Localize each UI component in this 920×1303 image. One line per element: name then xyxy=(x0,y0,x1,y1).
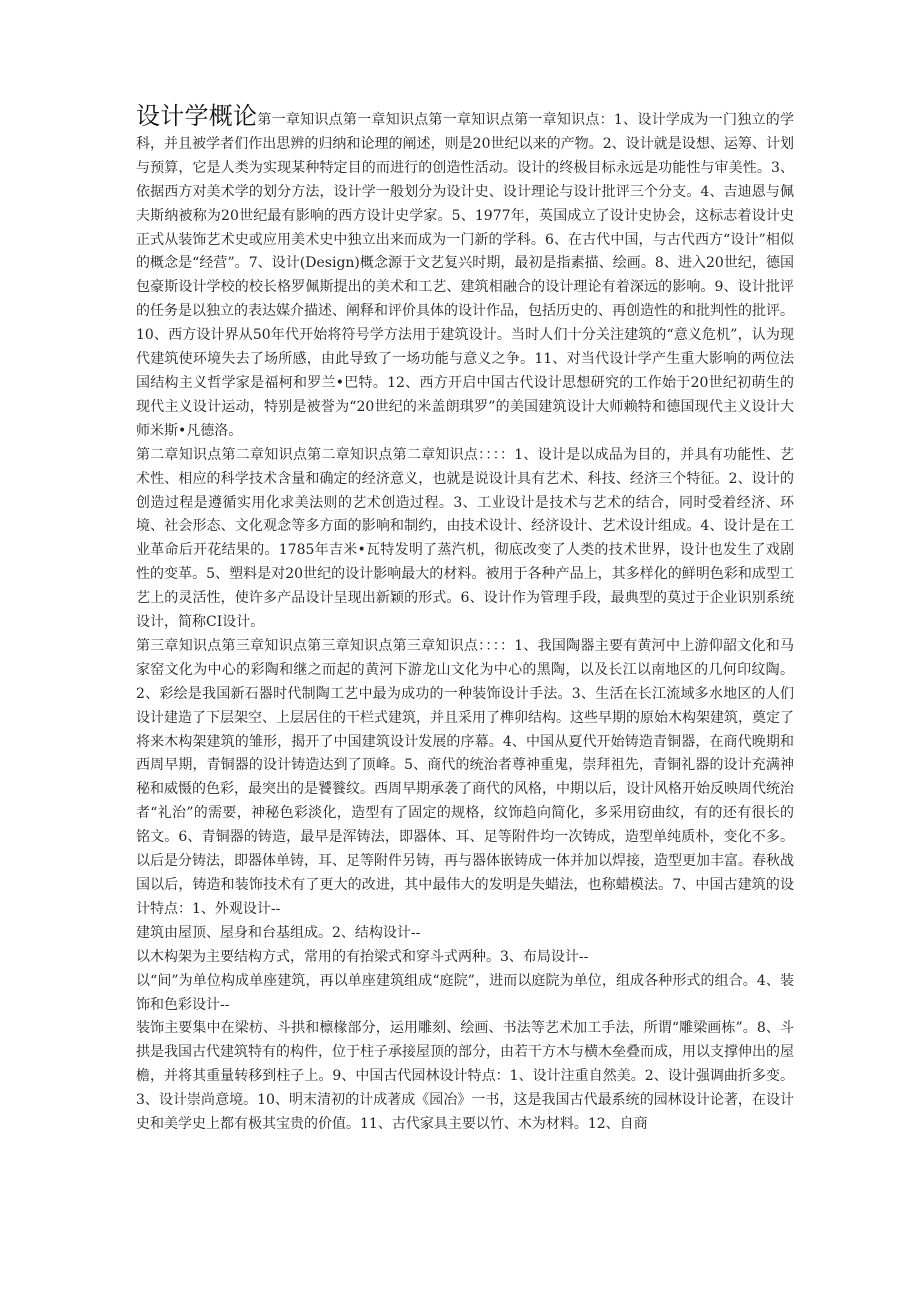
decoration-design-text: 以“间”为单位构成单座建筑，再以单座建筑组成“庭院”，进而以庭院为单位，组成各种形式的组合。4、装饰和色彩设计-- xyxy=(136,972,794,1013)
paragraph-layout-design xyxy=(136,946,794,970)
chapter-2-text: 第二章知识点第二章知识点第二章知识点第二章知识点：：：：1、设计是以成品为目的，并具有功能性、艺术性、相应的科学技术含量和确定的经济意义，也就是说设计具有艺术、科技、经济三个特征。2、设计的创造过程是遵循实用化求美法则的艺术创造过程。3、工业设计是技术与艺术的结合，同时受着经济、环境、社会形态、文化观念等多方面的影响和制约，由技术设计、经济设计、艺术设计组成。4、设计是在工业革命后开花结果的。1785年吉米•瓦特发明了蒸汽机，彻底改变了人类的技术世界，设计也发生了戏剧性的变革。5、塑料是对20世纪的设计影响最大的材料。被用于各种产品上，其多样化的鲜明色彩和成型工艺上的灵活性，使许多产品设计呈现出新颖的形式。6、设计作为管理手段，最典型的莫过于企业识别系统设计，简称CI设计。 xyxy=(136,446,794,631)
chapter-3-continued-text: 装饰主要集中在梁枋、斗拱和檩椽部分，运用雕刻、绘画、书法等艺术加工手法，所谓“雕梁画栋”。8、斗拱是我国古代建筑特有的构件，位于柱子承接屋顶的部分，由若干方木与横木垒叠而成，用以支撑伸出的屋檐，并将其重量转移到柱子上。9、中国古代园林设计特点：1、设计注重自然美。2、设计强调曲折多变。3、设计崇尚意境。10、明末清初的计成著成《园冶》一书，这是我国古代最系统的园林设计论著，在设计史和美学史上都有极其宝贵的价值。11、古代家具主要以竹、木为材料。12、自商 xyxy=(136,1020,794,1133)
layout-design-text: 以木构架为主要结构方式，常用的有抬梁式和穿斗式两种。3、布局设计-- xyxy=(136,948,589,965)
paragraph-decoration-design xyxy=(136,970,794,1018)
paragraph-chapter-3-continued xyxy=(136,1017,794,1137)
paragraph-structure-design xyxy=(136,922,794,946)
paragraph-chapter-3 xyxy=(136,635,794,922)
paragraph-chapter-2 xyxy=(136,444,794,635)
chapter-3-text: 第三章知识点第三章知识点第三章知识点第三章知识点：：：：1、我国陶器主要有黄河中上游仰韶文化和马家窑文化为中心的彩陶和继之而起的黄河下游龙山文化为中心的黑陶，以及长江以南地区的几何印纹陶。2、彩绘是我国新石器时代制陶工艺中最为成功的一种装饰设计手法。3、生活在长江流域多水地区的人们设计建造了下层架空、上层居住的干栏式建筑，并且采用了榫卯结构。这些早期的原始木构架建筑，奠定了将来木构架建筑的雏形，揭开了中国建筑设计发展的序幕。4、中国从夏代开始铸造青铜器，在商代晚期和西周早期，青铜器的设计铸造达到了顶峰。5、商代的统治者尊神重鬼，崇拜祖先，青铜礼器的设计充满神秘和威慑的色彩，最突出的是饕餮纹。西周早期承袭了商代的风格，中期以后，设计风格开始反映周代统治者“礼治”的需要，神秘色彩淡化，造型有了固定的规格，纹饰趋向简化，多采用窃曲纹，有的还有很长的铭文。6、青铜器的铸造，最早是浑铸法，即器体、耳、足等附件均一次铸成，造型单纯质朴，变化不多。以后是分铸法，即器体单铸，耳、足等附件另铸，再与器体嵌铸成一体并加以焊接，造型更加丰富。春秋战国以后，铸造和装饰技术有了更大的改进，其中最伟大的发明是失蜡法，也称蜡模法。7、中国古建筑的设计特点：1、外观设计-- xyxy=(136,637,794,917)
document-body xyxy=(136,104,794,1137)
chapter-1-text: 第一章知识点第一章知识点第一章知识点第一章知识点：1、设计学成为一门独立的学科，并且被学者们作出思辨的归纳和论理的阐述，则是20世纪以来的产物。2、设计就是设想、运筹、计划与预算，它是人类为实现某种特定目的而进行的创造性活动。设计的终极目标永远是功能性与审美性。3、依据西方对美术学的划分方法，设计学一般划分为设计史、设计理论与设计批评三个分支。4、吉迪恩与佩夫斯纳被称为20世纪最有影响的西方设计史学家。5、1977年，英国成立了设计史协会，这标志着设计史正式从装饰艺术史或应用美术史中独立出来而成为一门新的学科。6、在古代中国，与古代西方“设计”相似的概念是“经营”。7、设计(Design)概念源于文艺复兴时期，最初是指素描、绘画。8、进入20世纪，德国包豪斯设计学校的校长格罗佩斯提出的美术和工艺、建筑相融合的设计理论有着深远的影响。9、设计批评的任务是以独立的表达媒介描述、阐释和评价具体的设计作品，包括历史的、再创造性的和批判性的批评。10、西方设计界从50年代开始将符号学方法用于建筑设计。当时人们十分关注建筑的“意义危机”，认为现代建筑使环境失去了场所感，由此导致了一场功能与意义之争。11、对当代设计学产生重大影响的两位法国结构主义哲学家是福柯和罗兰•巴特。12、西方开启中国古代设计思想研究的工作始于20世纪初萌生的现代主义设计运动，特别是被誉为“20世纪的米盖朗琪罗”的美国建筑设计大师赖特和德国现代主义设计大师米斯•凡德洛。 xyxy=(136,112,795,439)
structure-design-text: 建筑由屋顶、屋身和台基组成。2、结构设计-- xyxy=(136,924,421,941)
paragraph-chapter-1 xyxy=(136,104,794,444)
document-title: 设计学概论 xyxy=(136,102,258,130)
